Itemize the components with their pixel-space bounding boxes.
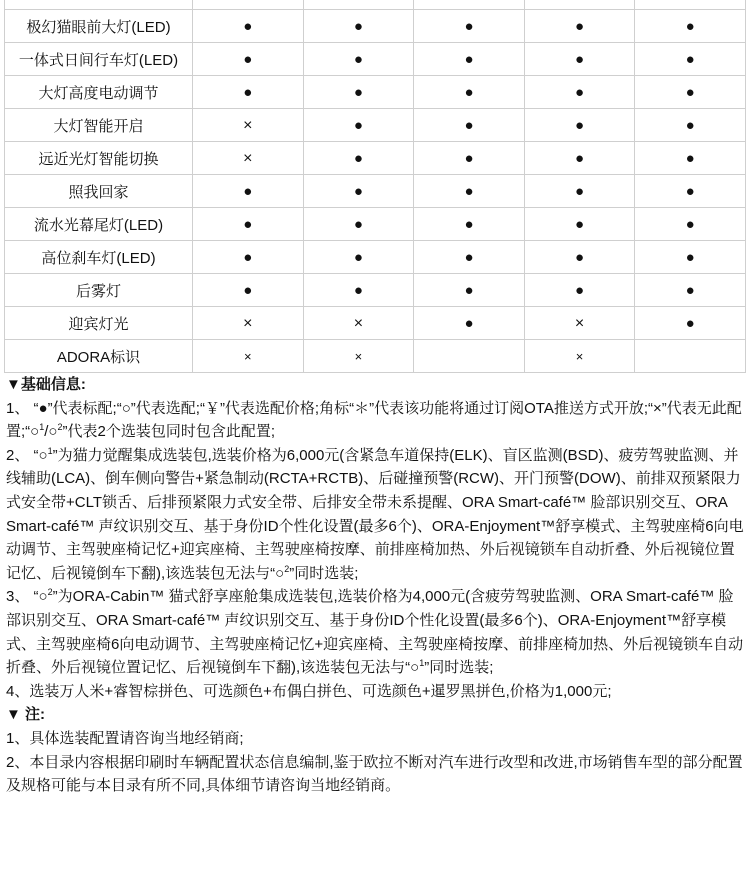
feature-cell: [303, 208, 414, 241]
standard-mark: ●: [464, 215, 474, 233]
standard-mark: ●: [685, 149, 695, 167]
standard-mark: ●: [685, 83, 695, 101]
standard-mark: ●: [575, 215, 585, 233]
feature-cell: [414, 142, 525, 175]
feature-cell: [303, 274, 414, 307]
feature-cell: [193, 109, 304, 142]
standard-mark: ●: [575, 281, 585, 299]
header-cell: [5, 0, 193, 10]
notice-heading: ▼ 注:: [6, 706, 46, 724]
notice-1: 1、具体选装配置请咨询当地经销商;: [6, 729, 244, 747]
feature-cell: [303, 142, 414, 175]
standard-mark: ●: [685, 314, 695, 332]
standard-mark: ●: [575, 149, 585, 167]
header-cell: [414, 0, 525, 10]
standard-mark: ●: [575, 248, 585, 266]
standard-mark: ●: [464, 17, 474, 35]
feature-cell: [524, 274, 635, 307]
feature-cell: [635, 76, 746, 109]
standard-mark: ●: [575, 17, 585, 35]
not-available-mark: ×: [243, 116, 253, 134]
feature-name: 高位刹车灯(LED): [5, 241, 193, 274]
standard-mark: ●: [464, 248, 474, 266]
feature-cell: [303, 175, 414, 208]
not-available-mark: ×: [575, 348, 584, 364]
standard-mark: ●: [464, 50, 474, 68]
not-available-mark: ×: [353, 314, 364, 332]
standard-mark: ●: [685, 17, 695, 35]
standard-mark: ●: [353, 281, 363, 299]
standard-mark: ●: [575, 83, 585, 101]
standard-mark: ●: [243, 17, 253, 35]
table-row: [5, 175, 746, 208]
feature-cell: [414, 274, 525, 307]
feature-cell: [414, 208, 525, 241]
standard-mark: ●: [353, 50, 363, 68]
feature-name: 极幻猫眼前大灯(LED): [5, 10, 193, 43]
feature-cell: [635, 208, 746, 241]
feature-cell: [524, 307, 635, 340]
standard-mark: ●: [243, 248, 253, 266]
feature-cell: [414, 175, 525, 208]
feature-cell: [414, 109, 525, 142]
notice-2: 2、本目录内容根据印刷时车辆配置状态信息编制,鉴于欧拉不断对汽车进行改型和改进,市场销售车型的部分配置及规格可能与本目录有所不同,具体细节请咨询当地经销商。: [6, 753, 743, 795]
standard-mark: ●: [575, 50, 585, 68]
feature-cell: [635, 10, 746, 43]
standard-mark: ●: [353, 149, 363, 167]
standard-mark: ●: [464, 182, 474, 200]
standard-mark: ●: [685, 182, 695, 200]
feature-cell: [193, 208, 304, 241]
feature-cell: [303, 109, 414, 142]
standard-mark: ●: [575, 182, 585, 200]
standard-mark: ●: [464, 314, 474, 332]
not-available-mark: ×: [574, 314, 585, 332]
standard-mark: ●: [464, 149, 474, 167]
table-row: [5, 208, 746, 241]
feature-cell: [414, 10, 525, 43]
header-cell: [303, 0, 414, 10]
standard-mark: ●: [353, 215, 363, 233]
feature-cell: [524, 76, 635, 109]
feature-cell: [193, 175, 304, 208]
standard-mark: ●: [243, 182, 253, 200]
standard-mark: ●: [243, 50, 253, 68]
standard-mark: ●: [353, 182, 363, 200]
feature-name: 照我回家: [5, 175, 193, 208]
table-row: [5, 76, 746, 109]
feature-cell: [524, 109, 635, 142]
standard-mark: ●: [464, 83, 474, 101]
feature-cell: [193, 43, 304, 76]
feature-cell: [524, 208, 635, 241]
feature-cell: [193, 10, 304, 43]
feature-cell: [524, 241, 635, 274]
feature-cell: [193, 307, 304, 340]
feature-cell: [524, 142, 635, 175]
not-available-mark: ×: [354, 348, 363, 364]
spec-table: [4, 0, 746, 373]
note-3: 3、 “○$^2$”为ORA-Cabin™ 猫式舒享座舱集成选装包,选装价格为4,000元(含疲劳驾驶监测、ORA Smart-café™ 脸部识别交互、ORA Smart-café™ 声纹识别交互、基于身份ID个性化设置(最多6个)、ORA-Enjoyment™舒享模式、主驾驶座椅6向电动调节、主驾驶座椅记忆+迎宾座椅、主驾驶座椅按摩、前排座椅加热、外后视镜锁车自动折叠、外后视镜位置记忆、后视镜倒车下翻),该选装包无法与“○$^1$”同时选装;: [6, 587, 744, 677]
standard-mark: ●: [353, 116, 363, 134]
feature-cell: [524, 43, 635, 76]
standard-mark: ●: [685, 116, 695, 134]
feature-name: 远近光灯智能切换: [5, 142, 193, 175]
standard-mark: ●: [685, 248, 695, 266]
not-available-mark: ×: [243, 314, 253, 332]
standard-mark: ●: [353, 83, 363, 101]
feature-cell: [193, 274, 304, 307]
feature-cell: [635, 43, 746, 76]
feature-name: 迎宾灯光: [5, 307, 193, 340]
header-cell: [524, 0, 635, 10]
note-1: 1、 “●”代表标配;“○”代表选配;“￥”代表选配价格;角标“＊”代表该功能将通过订阅OTA推送方式开放;“×”代表无此配置;“○$^1$/○$^2$”代表2个选装包同时包含此配置;: [6, 399, 742, 441]
standard-mark: ●: [464, 116, 474, 134]
table-row: [5, 109, 746, 142]
standard-mark: ●: [243, 215, 253, 233]
notes-section: [6, 373, 746, 798]
feature-cell: [635, 241, 746, 274]
feature-name: 一体式日间行车灯(LED): [5, 43, 193, 76]
feature-cell: [414, 241, 525, 274]
feature-cell: [414, 340, 525, 373]
table-row: [5, 142, 746, 175]
table-row: [5, 274, 746, 307]
note-2: 2、 “○$^1$”为猫力觉醒集成选装包,选装价格为6,000元(含紧急车道保持(ELK)、盲区监测(BSD)、疲劳驾驶监测、并线辅助(LCA)、倒车侧向警告+紧急制动(RCTA+RCTB)、后碰撞预警(RCW)、开门预警(DOW)、前排双预紧限力式安全带+CLT锁舌、后排预紧限力式安全带、后排安全带未系提醒、ORA Smart-café™ 脸部识别交互、ORA Smart-café™ 声纹识别交互、基于身份ID个性化设置(最多6个)、ORA-Enjoyment™舒享模式、主驾驶座椅6向电动调节、主驾驶座椅记忆+迎宾座椅、主驾驶座椅按摩、前排座椅加热、外后视镜锁车自动折叠、外后视镜位置记忆、后视镜倒车下翻),该选装包无法与“○$^2$”同时选装;: [6, 445, 744, 582]
standard-mark: ●: [353, 248, 363, 266]
feature-cell: [303, 241, 414, 274]
feature-cell: [193, 142, 304, 175]
standard-mark: ●: [685, 215, 695, 233]
standard-mark: ●: [353, 17, 363, 35]
feature-cell: [193, 76, 304, 109]
feature-cell: [635, 142, 746, 175]
feature-cell: [414, 76, 525, 109]
feature-name: 大灯高度电动调节: [5, 76, 193, 109]
standard-mark: ●: [575, 116, 585, 134]
feature-cell: [635, 307, 746, 340]
feature-name: 大灯智能开启: [5, 109, 193, 142]
note-4: 4、选装万人米+睿智棕拼色、可选颜色+布偶白拼色、可选颜色+暹罗黑拼色,价格为1,000元;: [6, 682, 612, 700]
table-row: [5, 241, 746, 274]
table-row: [5, 43, 746, 76]
table-row: [5, 10, 746, 43]
feature-cell: [414, 43, 525, 76]
standard-mark: ●: [243, 83, 253, 101]
table-row: [5, 307, 746, 340]
feature-name: 流水光幕尾灯(LED): [5, 208, 193, 241]
standard-mark: ●: [685, 50, 695, 68]
feature-cell: [303, 76, 414, 109]
feature-cell: [635, 175, 746, 208]
standard-mark: ●: [243, 281, 253, 299]
feature-cell: [193, 241, 304, 274]
header-cell: [635, 0, 746, 10]
feature-cell: [193, 340, 304, 373]
table-row: [5, 340, 746, 373]
standard-mark: ●: [464, 281, 474, 299]
header-cell: [193, 0, 304, 10]
standard-mark: ●: [685, 281, 695, 299]
feature-name: ADORA标识: [5, 340, 193, 373]
feature-cell: [414, 307, 525, 340]
table-header-row: [5, 0, 746, 10]
feature-cell: [303, 10, 414, 43]
feature-cell: [303, 43, 414, 76]
feature-name: 后雾灯: [5, 274, 193, 307]
feature-cell: [635, 340, 746, 373]
basic-info-heading: ▼基础信息:: [6, 376, 86, 393]
not-available-mark: ×: [243, 149, 253, 167]
feature-cell: [524, 10, 635, 43]
not-available-mark: ×: [244, 348, 252, 364]
feature-cell: [635, 109, 746, 142]
feature-cell: [524, 340, 635, 373]
feature-cell: [635, 274, 746, 307]
feature-cell: [303, 307, 414, 340]
feature-cell: [524, 175, 635, 208]
feature-cell: [303, 340, 414, 373]
